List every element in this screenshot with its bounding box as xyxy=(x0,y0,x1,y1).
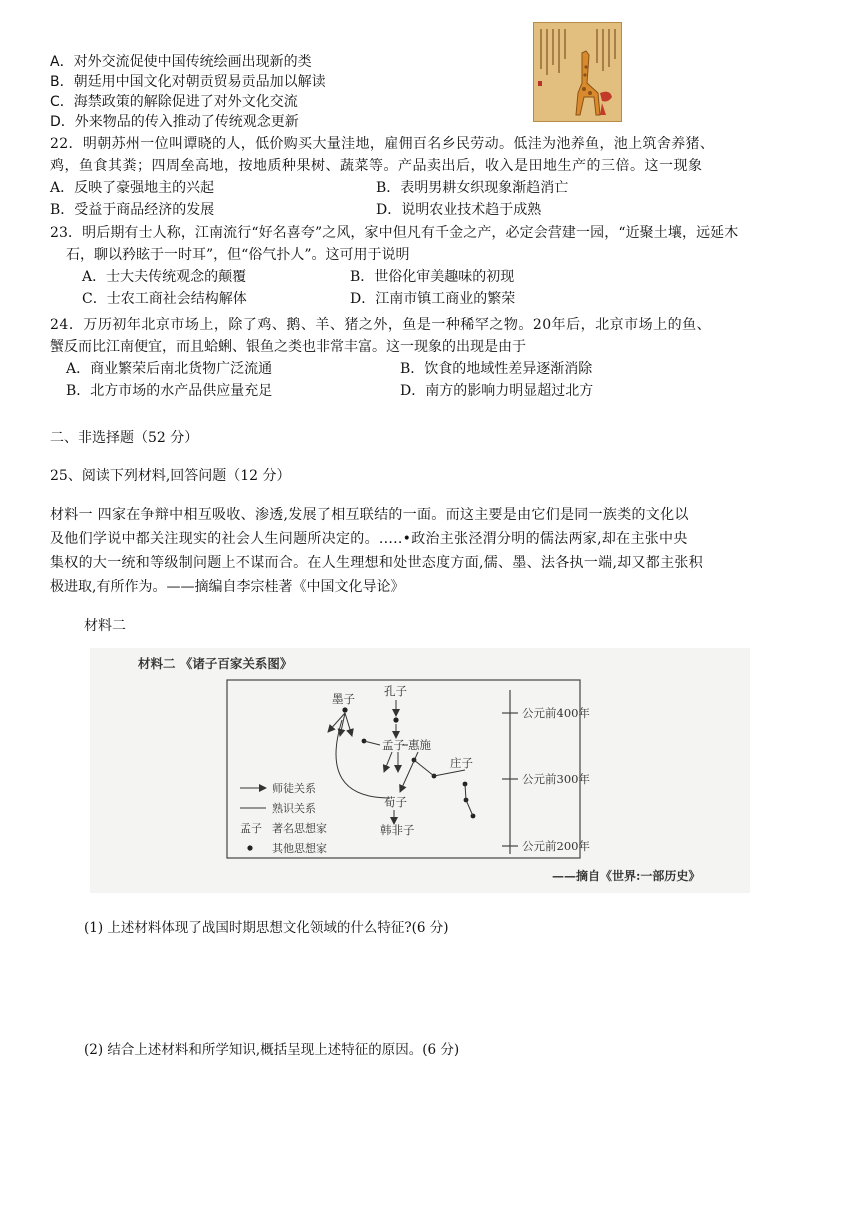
diagram-header: 材料二 《诸子百家关系图》 xyxy=(138,656,293,671)
q23-option-c: C．士农工商社会结构解体 xyxy=(82,291,247,307)
schools-relationship-diagram xyxy=(90,648,750,893)
dot-kongzi-student xyxy=(393,717,398,722)
q21-option-a: A．对外交流促使中国传统绘画出现新的类 xyxy=(50,54,312,70)
q24-option-b: B．饮食的地域性差异逐渐消除 xyxy=(400,361,593,377)
name-mozi: 墨子 xyxy=(332,692,355,706)
material1-line3: 集权的大一统和等级制问题上不谋而合。在人生理想和处世态度方面,儒、墨、法各执一端,却又都主张积 xyxy=(50,555,703,571)
diagram-source: ——摘自《世界:一部历史》 xyxy=(552,869,701,883)
timeline-label-200: 公元前200年 xyxy=(522,839,590,853)
material1-line1: 材料一 四家在争辩中相互吸收、渗透,发展了相互联结的一面。而这主要是由它们是同一族类的文化以 xyxy=(50,507,689,523)
name-zhuangzi: 庄子 xyxy=(450,756,473,770)
q24-option-a: A．商业繁荣后南北货物广泛流通 xyxy=(66,361,273,377)
q23-option-b: B．世俗化审美趣味的初现 xyxy=(350,269,515,285)
q24-stem-line2: 蟹反而比江南便宜，而且蛤蜊、银鱼之类也非常丰富。这一现象的出现是由于 xyxy=(50,339,526,355)
legend-famous-sample: 孟子 xyxy=(240,822,262,835)
q21-option-d: D．外来物品的传入推动了传统观念更新 xyxy=(50,114,299,130)
q22-option-b: B．表明男耕女织现象渐趋消亡 xyxy=(376,180,569,196)
q22-stem-line1: 22．明朝苏州一位叫谭晓的人，低价购买大量洼地，雇佣百名乡民劳动。低洼为池养鱼，池上筑舍养猪、 xyxy=(50,136,715,152)
q24-option-c: B．北方市场的水产品供应量充足 xyxy=(66,383,273,399)
name-hanfeizi: 韩非子 xyxy=(380,823,415,837)
name-xunzi: 荀子 xyxy=(384,795,407,809)
q25-title: 25、阅读下列材料,回答问题（12 分） xyxy=(50,468,291,484)
q22-stem-line2: 鸡，鱼食其粪；四周垒高地，按地质种果树、蔬菜等。产品卖出后，收入是田地生产的三倍。这一现象 xyxy=(50,158,703,174)
q23-option-a: A．士大夫传统观念的颠覆 xyxy=(82,269,247,285)
schools-diagram-svg xyxy=(90,648,750,893)
q25-subquestion-2: (2) 结合上述材料和所学知识,概括呈现上述特征的原因。(6 分) xyxy=(84,1042,460,1058)
material1-line2: 及他们学说中都关注现实的社会人生问题所决定的。.....•政治主张泾渭分明的儒法两家,却在主张中央 xyxy=(50,531,688,547)
q22-option-d: D．说明农业技术趋于成熟 xyxy=(376,202,542,218)
q23-option-d: D．江南市镇工商业的繁荣 xyxy=(350,291,516,307)
dot-mozi xyxy=(342,707,347,712)
timeline-label-400: 公元前400年 xyxy=(522,706,590,720)
giraffe-painting-image xyxy=(533,22,622,122)
q23-stem-line2: 石，聊以矜眩于一时耳”，但“俗气扑人”。这可用于说明 xyxy=(66,247,410,263)
material1-line4: 极进取,有所作为。——摘编自李宗桂著《中国文化导论》 xyxy=(50,579,405,595)
section2-title: 二、非选择题（52 分） xyxy=(50,430,199,446)
q21-option-b: B．朝廷用中国文化对朝贡贸易贡品加以解读 xyxy=(50,74,326,90)
material2-label: 材料二 xyxy=(84,618,126,634)
q22-option-c: B．受益于商品经济的发展 xyxy=(50,202,215,218)
q22-option-a: A．反映了豪强地主的兴起 xyxy=(50,180,215,196)
name-mengzi: 孟子 xyxy=(382,738,405,752)
q23-stem-line1: 23．明后期有士人称，江南流行“好名喜夸”之风，家中但凡有千金之产，必定会营建一园，“近聚土壤，远延木 xyxy=(50,225,739,241)
giraffe-illustration xyxy=(534,23,621,121)
q24-stem-line1: 24．万历初年北京市场上，除了鸡、鹅、羊、猪之外，鱼是一种稀罕之物。20年后，北京市场上的鱼、 xyxy=(50,317,712,333)
name-huishi: 惠施 xyxy=(408,738,431,752)
diagram-background xyxy=(90,648,750,893)
q24-option-d: D．南方的影响力明显超过北方 xyxy=(400,383,594,399)
name-kongzi: 孔子 xyxy=(384,684,407,698)
legend-acquaint-label: 熟识关系 xyxy=(272,802,316,815)
q25-subquestion-1: (1) 上述材料体现了战国时期思想文化领域的什么特征?(6 分) xyxy=(84,920,449,936)
timeline-label-300: 公元前300年 xyxy=(522,772,590,786)
legend-famous-label: 著名思想家 xyxy=(272,822,327,835)
legend-other-label: 其他思想家 xyxy=(272,842,327,855)
legend-other-dot xyxy=(247,845,252,850)
legend-teacher-label: 师徒关系 xyxy=(272,782,316,795)
q21-option-c: C．海禁政策的解除促进了对外文化交流 xyxy=(50,94,298,110)
